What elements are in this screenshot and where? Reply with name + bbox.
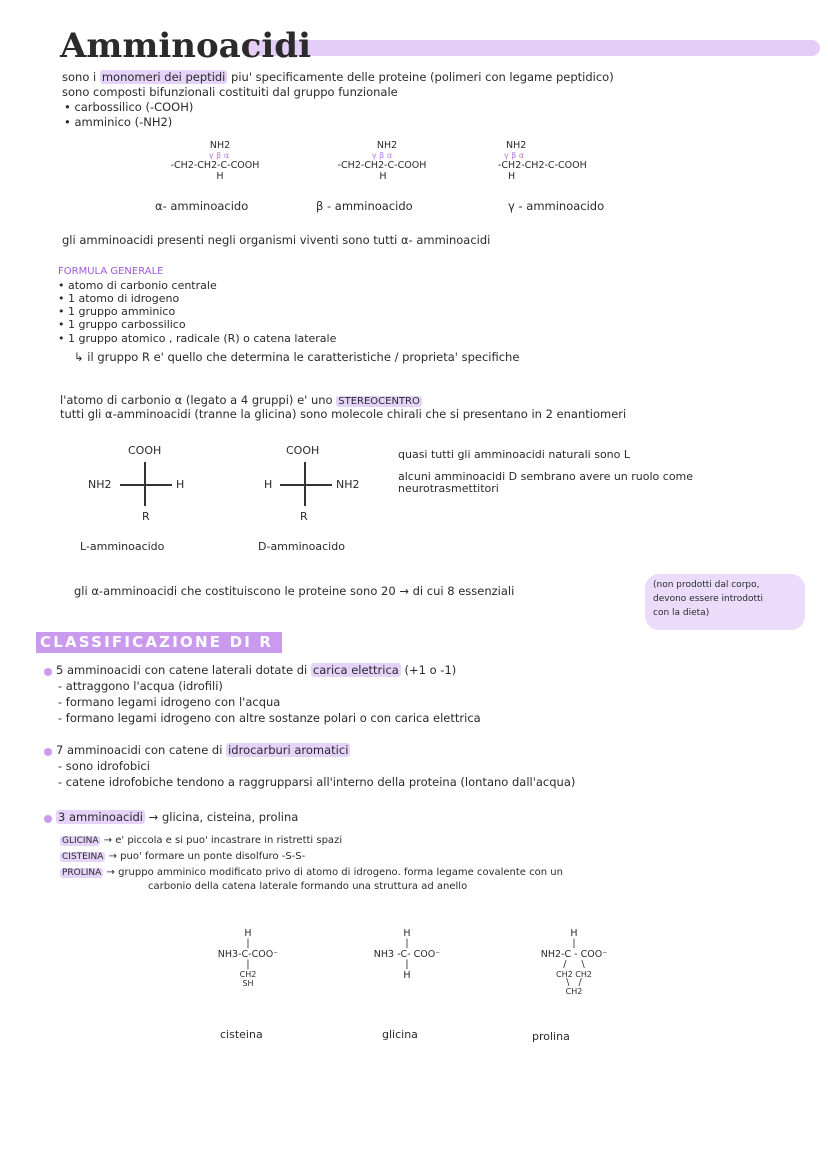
row-name: GLICINA	[62, 836, 99, 846]
group2-item: - catene idrofobiche tendono a raggrupparsi all'interno della proteina (lontano dall'acqua)	[58, 775, 576, 789]
beta-structure	[312, 140, 452, 182]
fischer-left: NH2	[88, 478, 112, 491]
fischer-bottom: R	[142, 510, 150, 523]
row-text: puo' formare un ponte disolfuro -S-S-	[120, 851, 306, 862]
structure-nh2: NH2	[209, 140, 231, 151]
group1-item: - formano legami idrogeno con altre sostanze polari o con carica elettrica	[58, 711, 481, 725]
row-arrow: →	[103, 835, 113, 846]
fischer-l	[80, 440, 210, 530]
group1-item: - attraggono l'acqua (idrofili)	[58, 679, 223, 693]
fischer-horizontal-line	[280, 484, 332, 486]
fischer-d	[250, 440, 380, 530]
essential-note-2: devono essere introdotti	[653, 594, 764, 604]
glicina-structure: H | NH3 -C- COO⁻ | H	[352, 928, 462, 981]
group1-title	[56, 663, 456, 677]
intro-highlight-monomeri: monomeri dei peptidi	[101, 70, 226, 84]
fischer-note-3: neurotrasmettitori	[398, 482, 499, 495]
l-amminoacido-label: L-amminoacido	[80, 540, 165, 553]
essential-note-3: con la dieta)	[653, 608, 710, 618]
structure-greek-labels: γ β α	[371, 151, 393, 160]
group3-title	[56, 810, 298, 824]
bullet-dot	[44, 668, 52, 676]
row-name: CISTEINA	[62, 852, 104, 862]
structure-nh2: NH2	[376, 140, 398, 151]
structure-sub2: SH	[242, 979, 254, 988]
title-underline-bar	[248, 40, 820, 56]
essential-line: gli α-amminoacidi che costituiscono le proteine sono 20 → di cui 8 essenziali	[74, 584, 515, 598]
structure-sub2: CH2	[565, 987, 583, 996]
d-amminoacido-label: D-amminoacido	[258, 540, 345, 553]
alpha-statement: gli amminoacidi presenti negli organismi viventi sono tutti α- amminoacidi	[62, 233, 491, 247]
intro-line-2: sono composti bifunzionali costituiti dal gruppo funzionale	[62, 85, 398, 99]
prolina-label: prolina	[532, 1030, 570, 1043]
row-text: gruppo amminico modificato privo di atomo di idrogeno. forma legame covalente con un	[118, 867, 563, 878]
formula-item: • 1 atomo di idrogeno	[58, 292, 180, 305]
gamma-amminoacido-label: γ - amminoacido	[508, 199, 605, 213]
row-text: e' piccola e si puo' incastrare in ristretti spazi	[115, 835, 343, 846]
structure-h-top: H	[403, 928, 411, 939]
group2-item: - sono idrofobici	[58, 759, 150, 773]
fischer-bottom: R	[300, 510, 308, 523]
structure-sub1: CH2	[239, 970, 257, 979]
stereo-line-1	[60, 393, 422, 407]
prolina-structure: H | NH2-C - COO⁻ / \ CH2 CH2 \ / CH2	[514, 928, 634, 996]
formula-item: • atomo di carbonio centrale	[58, 279, 217, 292]
beta-amminoacido-label: β - amminoacido	[316, 199, 413, 213]
glicina-row	[60, 835, 342, 846]
intro-bullet-amminico: • amminico (-NH2)	[64, 115, 173, 129]
stereocentro-highlight: STEREOCENTRO	[338, 396, 420, 407]
structure-h: H	[508, 171, 516, 182]
fischer-right: NH2	[336, 478, 360, 491]
bullet-dot	[44, 815, 52, 823]
group2-highlight: idrocarburi aromatici	[228, 743, 349, 757]
group2-title	[56, 743, 350, 757]
formula-arrow-note: ↳ il gruppo R e' quello che determina le caratteristiche / proprieta' specifiche	[74, 350, 520, 364]
group1-post: (+1 o -1)	[404, 663, 457, 677]
structure-greek-labels: γ β α	[504, 151, 525, 160]
formula-generale-heading: FORMULA GENERALE	[58, 266, 164, 277]
page-title: Amminoacidi	[60, 26, 311, 66]
group2-pre: 7 amminoacidi con catene di	[56, 743, 223, 757]
prolina-row	[60, 867, 563, 878]
structure-nh2: NH2	[506, 140, 527, 151]
structure-sub1: CH2 CH2	[556, 970, 592, 979]
formula-item: • 1 gruppo amminico	[58, 305, 176, 318]
structure-greek-labels: γ β α	[208, 151, 230, 160]
fischer-horizontal-line	[120, 484, 172, 486]
alpha-amminoacido-label: α- amminoacido	[155, 199, 249, 213]
cisteina-structure: H | NH3-C-COO⁻ | CH2 SH	[198, 928, 298, 988]
group1-pre: 5 amminoacidi con catene laterali dotate di	[56, 663, 308, 677]
structure-chain: -CH2-CH2-C-COOH	[498, 160, 587, 171]
glicina-label: glicina	[382, 1028, 418, 1041]
stereo-line1-pre: l'atomo di carbonio α (legato a 4 gruppi) e' uno	[60, 393, 333, 407]
structure-core: NH3-C-COO⁻	[217, 949, 279, 960]
group3-post: → glicina, cisteina, prolina	[148, 810, 299, 824]
structure-chain: -CH2-CH2-C-COOH	[337, 160, 427, 171]
structure-h-top: H	[570, 928, 578, 939]
intro-bullet-carbossilico: • carbossilico (-COOH)	[64, 100, 194, 114]
structure-core: NH2-C - COO⁻	[540, 949, 608, 960]
group3-highlight: 3 amminoacidi	[58, 810, 144, 824]
cisteina-label: cisteina	[220, 1028, 263, 1041]
fischer-left: H	[264, 478, 273, 491]
cisteina-row	[60, 851, 305, 862]
essential-note-1: (non prodotti dal corpo,	[653, 580, 760, 590]
structure-h: H	[216, 171, 224, 182]
formula-item: • 1 gruppo carbossilico	[58, 318, 186, 331]
row-arrow: →	[108, 851, 117, 862]
structure-core: NH3 -C- COO⁻	[373, 949, 441, 960]
stereo-line-2: tutti gli α-amminoacidi (tranne la glicina) sono molecole chirali che si presentano in 2 enantiomeri	[60, 407, 627, 421]
fischer-top: COOH	[286, 444, 320, 457]
group1-item: - formano legami idrogeno con l'acqua	[58, 695, 281, 709]
row-name: PROLINA	[62, 868, 102, 878]
gamma-structure	[498, 140, 638, 182]
structure-h: H	[379, 171, 387, 182]
group1-highlight: carica elettrica	[312, 663, 399, 677]
formula-item: • 1 gruppo atomico , radicale (R) o catena laterale	[58, 332, 337, 345]
alpha-structure	[150, 140, 280, 182]
structure-h-top: H	[244, 928, 252, 939]
fischer-note-1: quasi tutti gli amminoacidi naturali sono L	[398, 448, 630, 461]
prolina-row-cont: carbonio della catena laterale formando una struttura ad anello	[148, 881, 468, 892]
bullet-dot	[44, 748, 52, 756]
fischer-note-2: alcuni amminoacidi D sembrano avere un ruolo come	[398, 470, 694, 483]
fischer-right: H	[176, 478, 185, 491]
classification-heading: CLASSIFICAZIONE DI R	[40, 633, 274, 651]
row-arrow: →	[106, 867, 115, 878]
intro-line1-post: piu' specificamente delle proteine (polimeri con legame peptidico)	[231, 70, 614, 84]
intro-line1-pre: sono i	[62, 70, 97, 84]
intro-line-1	[62, 70, 614, 84]
structure-chain: -CH2-CH2-C-COOH	[170, 160, 260, 171]
structure-sub1: H	[403, 970, 411, 981]
fischer-top: COOH	[128, 444, 162, 457]
